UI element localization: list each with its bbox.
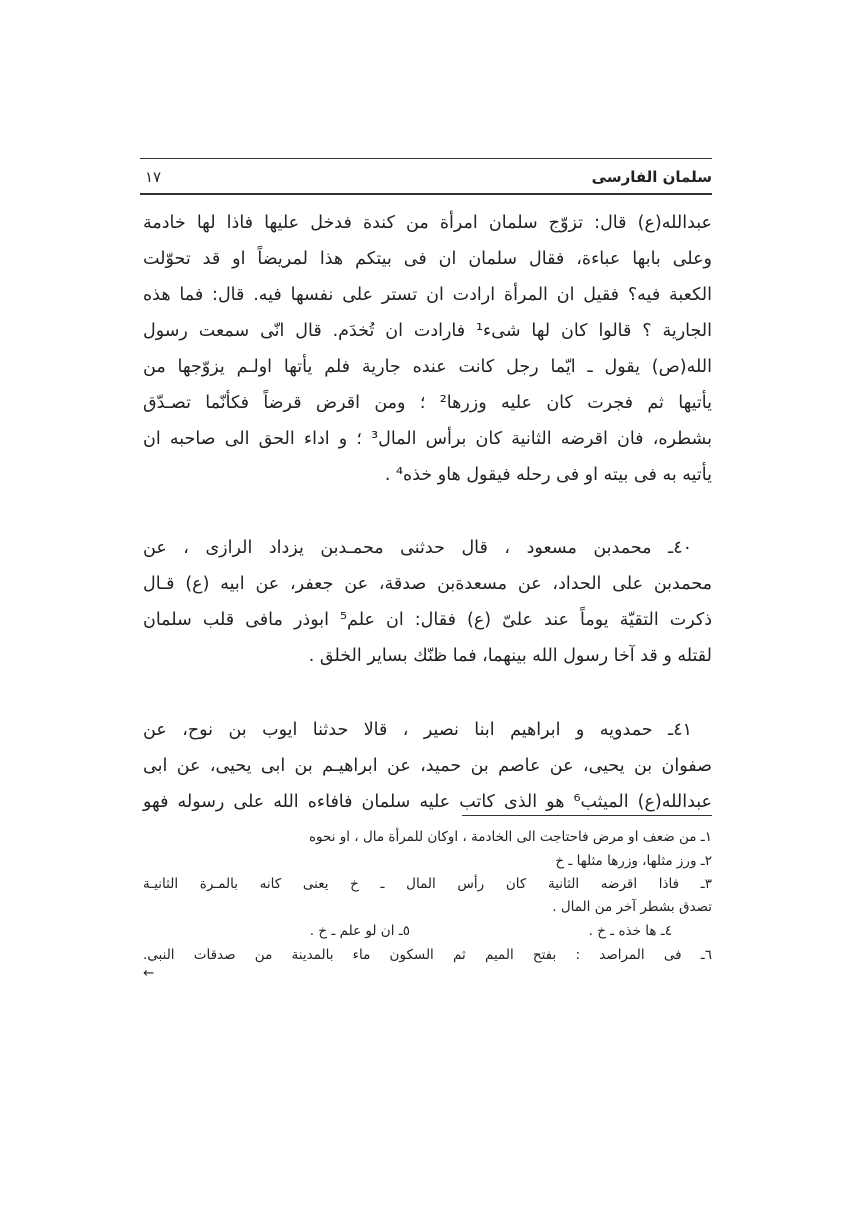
text-line: عبدالله(ع) المیثب⁶ هو الذی کاتب علیه سلمان فافاءه الله علی رسوله فهو [143, 792, 712, 812]
footnote-3: ٣ـ فاذا اقرضه الثانیة کان رأس المال ـ خ یعنی کانه بالمـرة الثانیـة [143, 876, 712, 892]
text-line: یأتیه به فی بیته او فی رحله فیقول هاو خذه⁴ . [384, 465, 712, 485]
text-line: ذکرت التقیّة یوماً عند علیّ (ع) فقال: ان علم⁵ ابوذر مافی قلب سلمان [143, 610, 712, 630]
continuation-arrow-icon: ← [143, 965, 155, 981]
footnote-4: ٤ـ ها خذه ـ خ . [588, 923, 672, 939]
footnote-5: ٥ـ ان لو علم ـ خ . [309, 923, 410, 939]
footnote-rule [462, 815, 712, 816]
footnote-2: ٢ـ ورز مثلها، وزرها مثلها ـ خ [555, 853, 712, 869]
text-line: وعلی بابها عباءة، فقال سلمان ان فی بیتکم هذا لمریضاً او قد تحوّلت [143, 249, 712, 269]
text-line: محمدبن علی الحداد، عن مسعدةبن صدقة، عن جعفر، عن ابیه (ع) قـال [143, 574, 712, 594]
text-line: لقتله و قد آخا رسول الله بینهما، فما ظنّك بسایر الخلق . [308, 646, 712, 666]
text-line: ٤١ـ حمدویه و ابراهیم ابنا نصیر ، قالا حدثنا ایوب بن نوح، عن [143, 720, 692, 740]
header-top-rule [140, 158, 712, 159]
footnote-6: ٦ـ فی المراصد : بفتح المیم ثم السکون ماء بالمدینة من صدقات النبی. [143, 947, 712, 963]
text-line: صفوان بن یحیی، عن عاصم بن حمید، عن ابراهیـم بن ابی یحیی، عن ابی [143, 756, 712, 776]
text-line: الجاریة ؟ قالوا کان لها شیء¹ فارادت ان تُخدَم. قال انّی سمعت رسول [143, 321, 712, 341]
header-bottom-rule [140, 193, 712, 195]
text-line: ٤٠ـ محمدبن مسعود ، قال حدثنی محمـدبن یزداد الرازی ، عن [143, 538, 692, 558]
footnote-1: ١ـ من ضعف او مرض فاحتاجت الی الخادمة ، اوکان للمرأة مال ، او نحوه [308, 829, 712, 845]
text-line: الله(ص) یقول ـ ایّما رجل کانت عنده جاریة فلم یأتها اولـم یزوّجها من [143, 357, 712, 377]
running-title: سلمان الفارسی [591, 168, 712, 186]
footnote-3-continued: تصدق بشطر آخر من المال . [552, 899, 712, 915]
text-line: بشطره، فان اقرضه الثانیة کان برأس المال³ ؛ و اداء الحق الی صاحبه ان [143, 429, 713, 449]
text-line: یأتیها ثم فجرت کان علیه وزرها² ؛ ومن اقرض قرضاً فکأنّما تصـدّق [143, 393, 712, 413]
text-line: عبدالله(ع) قال: تزوّج سلمان امرأة من کندة فدخل علیها فاذا لها خادمة [143, 213, 712, 233]
text-line: الکعبة فیه؟ فقیل ان المرأة ارادت ان تستر علی نفسها فیه. قال: فما هذه [143, 285, 712, 305]
page-number: ١٧ [145, 168, 162, 186]
